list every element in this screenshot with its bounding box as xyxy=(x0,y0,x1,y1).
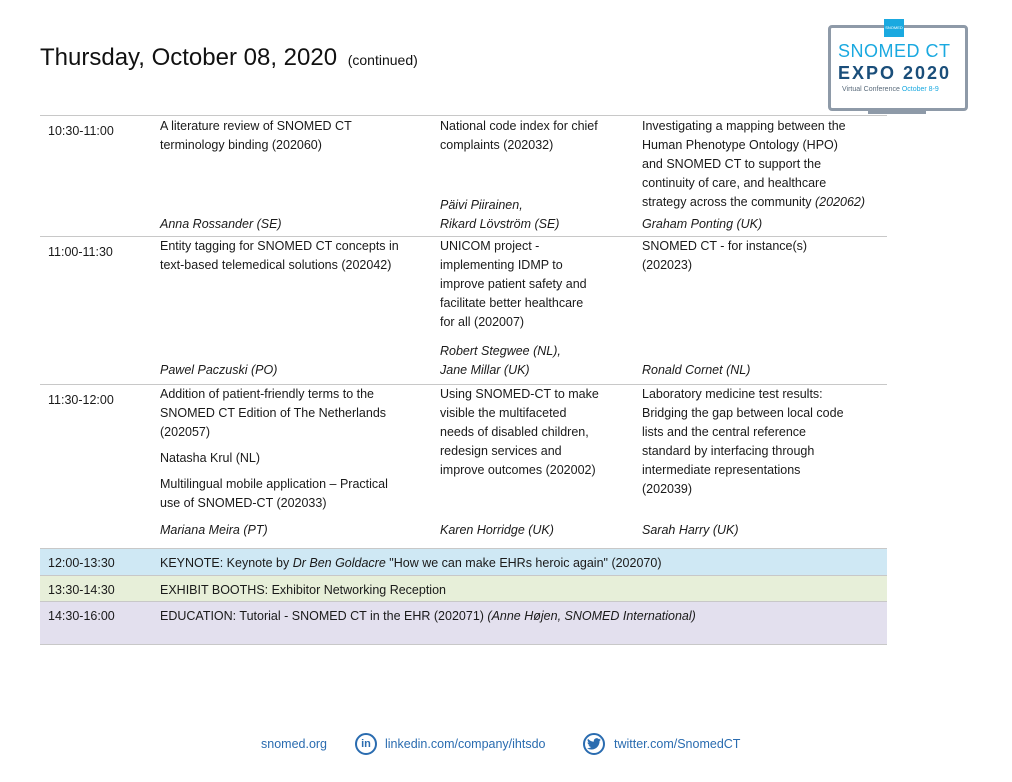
session-time: 10:30-11:00 xyxy=(48,124,114,138)
session-title: Multilingual mobile application – Practical use of SNOMED-CT (202033) xyxy=(160,477,388,510)
session-col3 xyxy=(642,385,887,548)
session-author: Karen Horridge (UK) xyxy=(440,523,554,537)
session-author: Natasha Krul (NL) xyxy=(160,451,261,465)
session-code: (202062) xyxy=(815,195,866,209)
session-author: Robert Stegwee (NL), Jane Millar (UK) xyxy=(440,344,561,377)
logo-conference: Virtual Conference xyxy=(842,86,900,93)
band-time: 14:30-16:00 xyxy=(48,609,115,623)
session-time: 11:30-12:00 xyxy=(48,393,114,407)
session-author: Anna Rossander (SE) xyxy=(160,217,282,231)
session-col2 xyxy=(440,116,630,236)
band-text: KEYNOTE: Keynote by Dr Ben Goldacre "How we can make EHRs heroic again" (202070) xyxy=(160,556,662,570)
monitor-stand xyxy=(868,108,926,114)
band-education xyxy=(40,601,887,644)
session-author: Ronald Cornet (NL) xyxy=(642,363,751,377)
session-author: Päivi Piirainen, Rikard Lövström (SE) xyxy=(440,198,560,231)
logo-line-3 xyxy=(842,86,939,93)
band-text: EXHIBIT BOOTHS: Exhibitor Networking Reception xyxy=(160,583,446,597)
session-author: Mariana Meira (PT) xyxy=(160,523,268,537)
band-text: EDUCATION: Tutorial - SNOMED CT in the EHR (202071) (Anne Højen, SNOMED International) xyxy=(160,609,696,623)
twitter-link[interactable]: twitter.com/SnomedCT xyxy=(614,737,741,751)
session-col3 xyxy=(642,237,887,384)
page-title xyxy=(40,44,418,72)
session-col1 xyxy=(160,237,435,384)
session-title: UNICOM project - implementing IDMP to improve patient safety and facilitate better healthcare for all (202007) xyxy=(440,239,587,329)
session-row xyxy=(40,115,887,236)
session-author: Pawel Paczuski (PO) xyxy=(160,363,278,377)
site-link[interactable]: snomed.org xyxy=(261,737,328,751)
linkedin-icon[interactable]: in xyxy=(355,733,377,755)
session-time: 11:00-11:30 xyxy=(48,245,113,259)
linkedin-link[interactable]: linkedin.com/company/ihtsdo xyxy=(385,737,546,751)
table-bottom-rule xyxy=(40,644,887,645)
band-keynote xyxy=(40,548,887,575)
logo-dates: October 8-9 xyxy=(901,86,939,93)
logo-line-1: SNOMED CT xyxy=(838,41,951,61)
session-col1 xyxy=(160,385,435,548)
session-title: Laboratory medicine test results: Bridging the gap between local code lists and the central reference standard by interfacing through intermediate representations (202039) xyxy=(642,387,844,496)
session-col3 xyxy=(642,116,892,236)
session-row xyxy=(40,384,887,548)
session-title: National code index for chief complaints (202032) xyxy=(440,119,598,152)
session-author: Graham Ponting (UK) xyxy=(642,217,763,231)
logo-line-2: EXPO 2020 xyxy=(838,63,952,83)
twitter-icon[interactable] xyxy=(583,733,605,755)
session-title: Addition of patient-friendly terms to the SNOMED CT Edition of The Netherlands (202057) xyxy=(160,387,387,439)
session-col1 xyxy=(160,116,430,236)
snomed-expo-logo xyxy=(828,25,966,115)
page-title-date: Thursday, October 08, 2020 xyxy=(40,44,338,71)
band-time: 13:30-14:30 xyxy=(48,583,115,597)
band-exhibit xyxy=(40,575,887,601)
session-title: SNOMED CT - for instance(s) (202023) xyxy=(642,239,808,272)
session-col2 xyxy=(440,385,635,548)
snomed-badge-icon: SNOMED xyxy=(884,19,904,37)
band-time: 12:00-13:30 xyxy=(48,556,115,570)
page-title-suffix: (continued) xyxy=(347,52,418,68)
session-col2 xyxy=(440,237,635,384)
schedule-table xyxy=(40,115,887,645)
session-title: Entity tagging for SNOMED CT concepts in text-based telemedical solutions (202042) xyxy=(160,239,399,272)
session-row xyxy=(40,236,887,384)
session-title: Investigating a mapping between the Human Phenotype Ontology (HPO) and SNOMED CT to support the continuity of care, and healthcare strategy across the community (202062) xyxy=(642,119,866,209)
session-title: Using SNOMED-CT to make visible the multifaceted needs of disabled children, redesign services and improve outcomes (202002) xyxy=(440,387,599,477)
session-title: A literature review of SNOMED CT terminology binding (202060) xyxy=(160,119,352,152)
session-author: Sarah Harry (UK) xyxy=(642,523,739,537)
speaker-name: (Anne Højen, SNOMED International) xyxy=(487,609,696,623)
speaker-name: Dr Ben Goldacre xyxy=(292,556,386,570)
